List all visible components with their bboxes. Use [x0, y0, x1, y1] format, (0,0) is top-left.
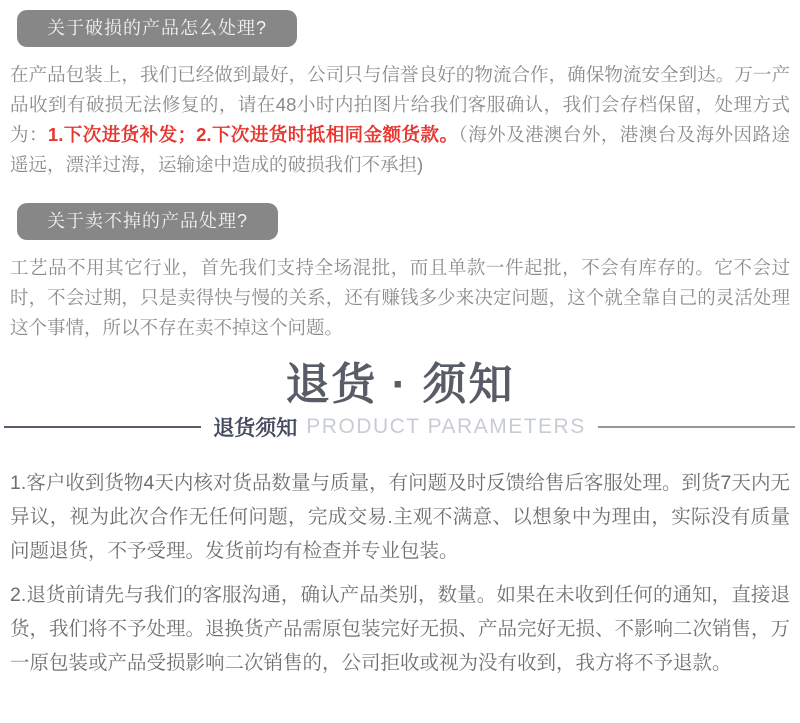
- notice-paragraph-1: 1.客户收到货物4天内核对货品数量与质量，有问题及时反馈给售后客服处理。到货7天内无异议，视为此次合作无任何问题，完成交易.主观不满意、以想象中为理由，实际没有质量问题退货，不予受理。发货前均有检查并专业包装。: [10, 472, 790, 562]
- faq-damaged-text: [10, 60, 790, 180]
- section-header-damaged-label: 关于破损的产品怎么处理?: [47, 18, 268, 38]
- banner-subtitle: [0, 414, 800, 440]
- faq-damaged-text-lead: 在产品包装上，我们已经做到最好，公司只与信誉良好的物流合作，确保物流安全到达。万一产品收到有破损无法修复的，请在48小时内拍图片给我们客服确认，我们会存档保留，处理方式为：: [10, 64, 790, 145]
- faq-unsold-section: [0, 180, 800, 343]
- notice-paragraph-2: 2.退货前请先与我们的客服沟通，确认产品类别，数量。如果在未收到任何的通知，直接退货，我们将不予处理。退换货产品需原包装完好无损、产品完好无损、不影响二次销售，万一原包装或产品受损影响二次销售的，公司拒收或视为没有收到，我方将不予退款。: [10, 584, 791, 674]
- faq-damaged-section: [0, 10, 800, 180]
- faq-unsold-text: 工艺品不用其它行业，首先我们支持全场混批，而且单款一件起批，不会有库存的。它不会过时，不会过期，只是卖得快与慢的关系，还有赚钱多少来决定问题，这个就全靠自己的灵活处理这个事情，所以不存在卖不掉这个问题。: [10, 257, 790, 338]
- banner-title: 退货 · 须知: [285, 360, 515, 409]
- section-header-unsold-label: 关于卖不掉的产品处理?: [47, 211, 249, 231]
- faq-damaged-text-tail: （海外及港澳台外，港澳台及海外因路途遥远，漂洋过海，运输途中造成的破损我们不承担): [10, 124, 790, 175]
- section-header-unsold: [17, 203, 278, 240]
- return-notice-terms: [0, 466, 800, 680]
- subtitle-rule-left: [4, 426, 201, 428]
- banner-subtitle-en: PRODUCT PARAMETERS: [306, 415, 586, 438]
- faq-damaged-text-highlight: 1.下次进货补发；2.下次进货时抵相同金额货款。: [47, 124, 459, 145]
- banner-subtitle-cn: 退货须知: [213, 417, 298, 440]
- return-notice-banner: [0, 361, 800, 440]
- subtitle-rule-right: [598, 426, 795, 428]
- section-header-damaged: [17, 10, 297, 47]
